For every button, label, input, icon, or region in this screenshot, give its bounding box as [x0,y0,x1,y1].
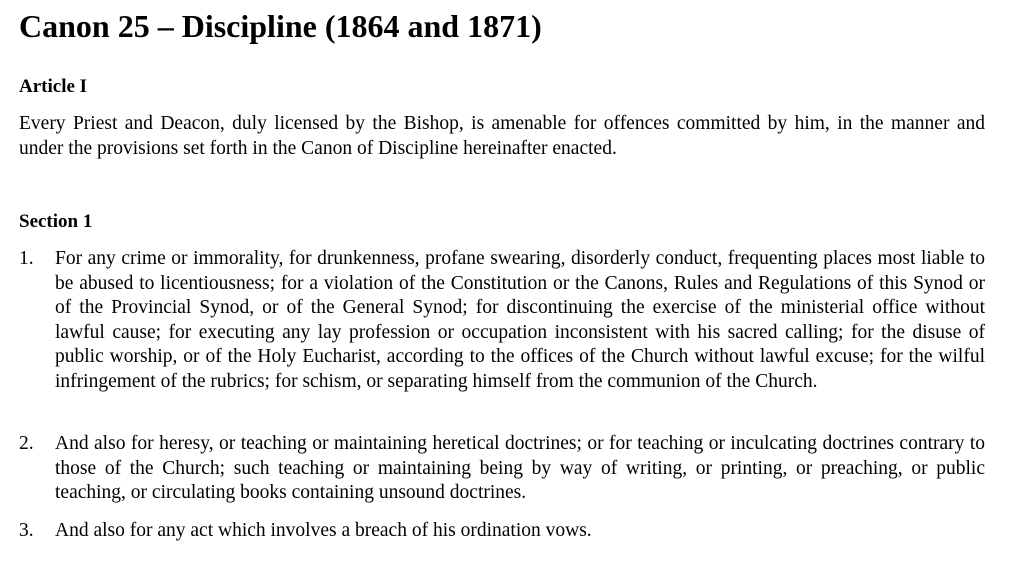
list-item-text: And also for any act which involves a breach of his ordination vows. [55,520,592,541]
list-item-number: 3. [19,520,34,541]
list-item-number: 2. [19,433,34,454]
list-item-text: And also for heresy, or teaching or maintaining heretical doctrines; or for teaching or inculcating doctrines contrary to those of the Church; such teaching or maintaining being by way of writing, or printing, or preaching, or public teaching, or circulating books containing unsound doctrines. [55,433,985,503]
list-item-text: For any crime or immorality, for drunkenness, profane swearing, disorderly conduct, frequenting places most liable to be abused to licentiousness; for a violation of the Constitution or the Canons, Rules and Regulations of this Synod or of the Provincial Synod, or of the General Synod; for discontinuing the exercise of the ministerial office without lawful cause; for executing any lay profession or occupation inconsistent with his sacred calling; for the disuse of public worship, or of the Holy Eucharist, according to the offices of the Church without lawful excuse; for the wilful infringement of the rubrics; for schism, or separating himself from the communion of the Church. [55,248,985,392]
section-heading: Section 1 [19,211,93,232]
list-item-number: 1. [19,248,34,269]
article-paragraph: Every Priest and Deacon, duly licensed by the Bishop, is amenable for offences committed by him, in the manner and under the provisions set forth in the Canon of Discipline hereinafter enacted. [19,113,985,159]
document-title: Canon 25 – Discipline (1864 and 1871) [19,8,542,44]
article-heading: Article I [19,76,88,97]
